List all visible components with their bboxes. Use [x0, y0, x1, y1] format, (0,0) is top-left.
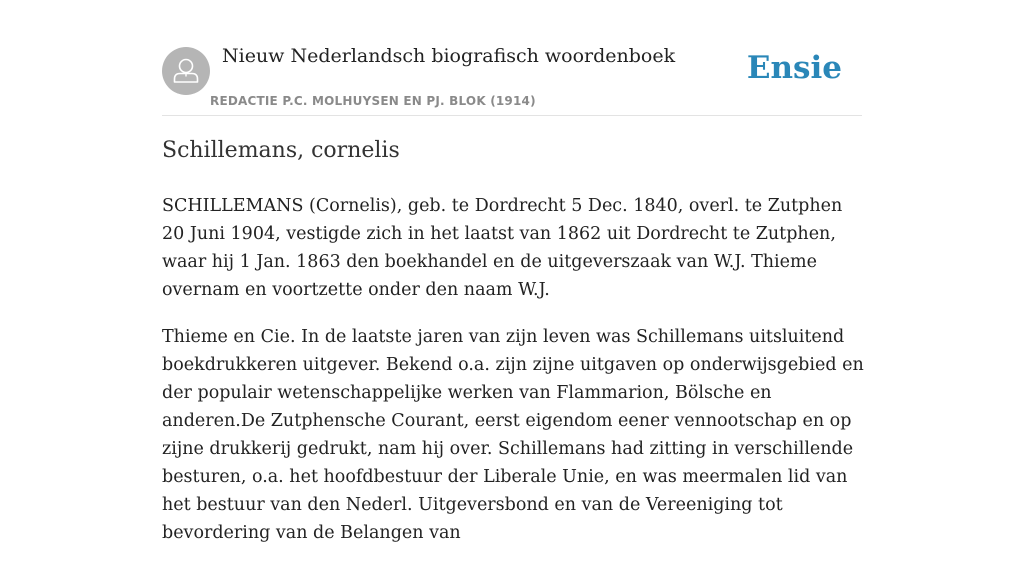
source-header — [162, 44, 862, 116]
brand-logo[interactable]: Ensie — [746, 50, 842, 86]
entry-paragraph: Thieme en Cie. In de laatste jaren van zijn leven was Schillemans uitsluitend boekdrukkeren uitgever. Bekend o.a. zijn zijne uitgaven op onderwijsgebied en der populair wetenschappelijke werken van Flammarion, Bölsche en anderen.De Zutphensche Courant, eerst eigendom eener vennootschap en op zijne drukkerij gedrukt, nam hij over. Schillemans had zitting in verschillende besturen, o.a. het hoofdbestuur der Liberale Unie, en was meermalen lid van het bestuur van den Nederl. Uitgeversbond en van de Vereeniging tot bevordering van de Belangen van — [162, 327, 864, 543]
entry-title: Schillemans, cornelis — [162, 138, 400, 163]
entry-paragraph: SCHILLEMANS (Cornelis), geb. te Dordrecht 5 Dec. 1840, overl. te Zutphen 20 Juni 1904, vestigde zich in het laatst van 1862 uit Dordrecht te Zutphen, waar hij 1 Jan. 1863 den boekhandel en de uitgeverszaak van W.J. Thieme overnam en voortzette onder den naam W.J. — [162, 196, 843, 300]
user-avatar-icon — [162, 47, 210, 95]
source-title[interactable]: Nieuw Nederlandsch biografisch woordenboek — [222, 45, 676, 67]
entry-body — [162, 192, 864, 566]
source-editors: REDACTIE P.C. MOLHUYSEN EN PJ. BLOK (1914) — [210, 94, 536, 108]
